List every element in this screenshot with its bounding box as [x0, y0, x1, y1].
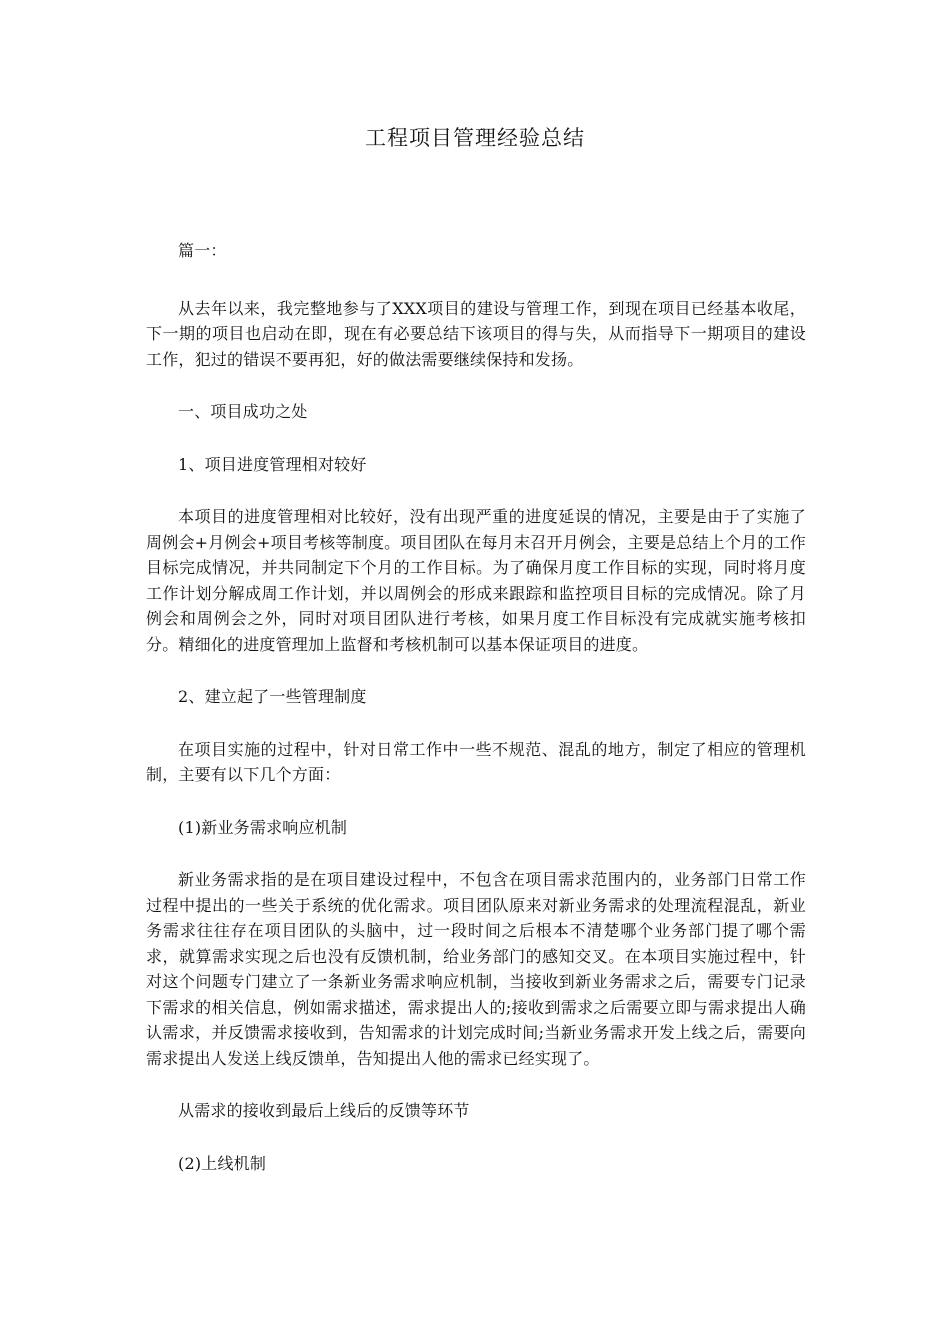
new-requirements-paragraph: 新业务需求指的是在项目建设过程中，不包含在项目需求范围内的，业务部门日常工作过程中提出的一些关于系统的优化需求。项目团队原来对新业务需求的处理流程混乱，新业务需求往往存在项目团队的头脑中，过一段时间之后根本不清楚哪个业务部门提了哪个需求，就算需求实现之后也没有反馈机制，给业务部门的感知交叉。在本项目实施过程中，针对这个问题专门建立了一条新业务需求响应机制，当接收到新业务需求之后，需要专门记录下需求的相关信息，例如需求描述，需求提出人的;接收到需求之后需要立即与需求提出人确认需求，并反馈需求接收到，告知需求的计划完成时间;当新业务需求开发上线之后，需要向需求提出人发送上线反馈单，告知提出人他的需求已经实现了。	[146, 870, 806, 1068]
section-label: 篇一：	[178, 241, 227, 260]
document-body	[146, 238, 806, 1176]
management-paragraph: 在项目实施的过程中，针对日常工作中一些不规范、混乱的地方，制定了相应的管理机制，主要有以下几个方面：	[146, 739, 806, 784]
subheading-new-requirements: (1)新业务需求响应机制	[178, 817, 348, 837]
heading-success: 一、项目成功之处	[178, 402, 308, 421]
intro-paragraph: 从去年以来，我完整地参与了XXX项目的建设与管理工作，到现在项目已经基本收尾，下一期的项目也启动在即，现在有必要总结下该项目的得与失，从而指导下一期项目的建设工作，犯过的错误不要再犯，好的做法需要继续保持和发扬。	[146, 298, 806, 369]
feedback-paragraph: 从需求的接收到最后上线后的反馈等环节	[178, 1101, 470, 1120]
subheading-schedule: 1、项目进度管理相对较好	[178, 454, 367, 474]
subheading-management: 2、建立起了一些管理制度	[178, 687, 367, 706]
subheading-launch: (2)上线机制	[178, 1153, 267, 1173]
document-title: 工程项目管理经验总结	[365, 126, 585, 150]
schedule-paragraph: 本项目的进度管理相对比较好，没有出现严重的进度延误的情况，主要是由于了实施了周例会+月例会+项目考核等制度。项目团队在每月末召开月例会，主要是总结上个月的工作目标完成情况，并共同制定下个月的工作目标。为了确保月度工作目标的实现，同时将月度工作计划分解成周工作计划，并以周例会的形成来跟踪和监控项目目标的完成情况。除了月例会和周例会之外，同时对项目团队进行考核，如果月度工作目标没有完成就实施考核扣分。精细化的进度管理加上监督和考核机制可以基本保证项目的进度。	[146, 507, 806, 654]
